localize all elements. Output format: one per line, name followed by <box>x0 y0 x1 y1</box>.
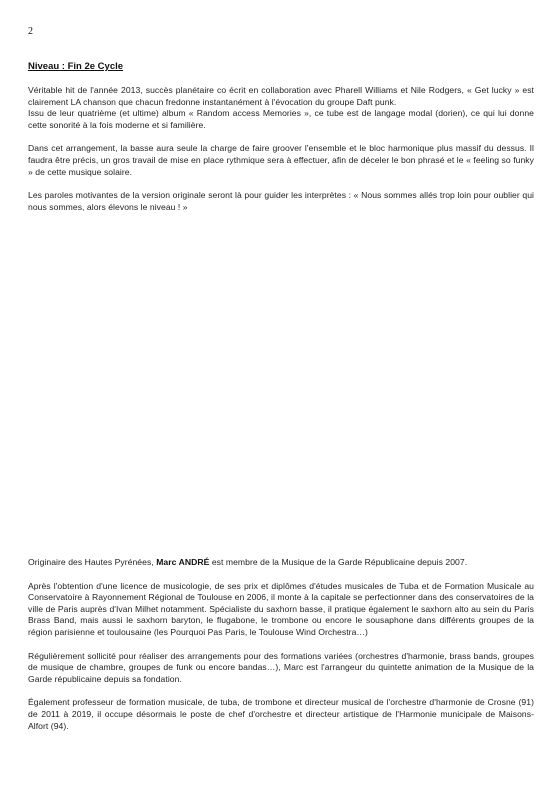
bio-membership-text: est membre de la Musique de la Garde Républicaine depuis 2007. <box>209 557 468 567</box>
bio-paragraph-2: Après l'obtention d'une licence de musicologie, de ses prix et diplômes d'études musicales de Tuba et de Formation Musicale au Conservatoire à Rayonnement Régional de Toulouse en 2006, il monte à la capitale se perfectionner dans des conservatoires de la ville de Paris auprès d'Ivan Milhet notamment. Spécialiste du saxhorn basse, il pratique également le saxhorn alto au sein du Paris Brass Band, mais aussi le saxhorn baryton, le flugabone, le trombone ou encore le sousaphone dans différents groupes de la région parisienne et toulousaine (les Pourquoi Pas Paris, le Toulouse Wind Orchestra…) <box>28 580 534 637</box>
composer-biography <box>28 557 534 744</box>
piece-description <box>28 85 534 225</box>
intro-paragraph-4: Les paroles motivantes de la version originale seront là pour guider les interprètes : « Nous sommes allés trop loin pour oublier qui nous sommes, alors élevons le niveau ! » <box>28 190 534 212</box>
bio-paragraph-3: Régulièrement sollicité pour réaliser des arrangements pour des formations variées (orchestres d'harmonie, brass bands, groupes de musique de chambre, groupes de funk ou encore bandas…), Marc est l'arrangeur du quintette animation de la Musique de la Garde républicaine depuis sa fondation. <box>28 650 534 684</box>
composer-name: Marc ANDRÉ <box>156 557 210 567</box>
intro-paragraph-1: Véritable hit de l'année 2013, succès planétaire co écrit en collaboration avec Pharell Williams et Nile Rodgers, « Get lucky » est clairement LA chanson que chacun fredonne instantanément à l'évocation du groupe Daft punk. <box>28 85 534 107</box>
intro-paragraph-3: Dans cet arrangement, la basse aura seule la charge de faire groover l'ensemble et le bloc harmonique plus massif du dessus. Il faudra être précis, un gros travail de mise en place rythmique sera à effectuer, afin de déceler le bon phrasé et le « feeling so funky » de cette musique solaire. <box>28 143 534 177</box>
bio-origin-text: Originaire des Hautes Pyrénées, <box>28 557 157 567</box>
bio-paragraph-1 <box>28 557 534 569</box>
level-title: Niveau : Fin 2e Cycle <box>28 61 124 72</box>
page-number: 2 <box>28 26 33 37</box>
intro-paragraph-2: Issu de leur quatrième (et ultime) album « Random access Memories », ce tube est de langage modal (dorien), ce qui lui donne cette sonorité à la fois moderne et si familière. <box>28 108 534 130</box>
bio-paragraph-4: Également professeur de formation musicale, de tuba, de trombone et directeur musical de l'orchestre d'harmonie de Crosne (91) de 2011 à 2019, il occupe désormais le poste de chef d'orchestre et directeur artistique de l'Harmonie municipale de Maisons- Alfort (94). <box>28 697 534 731</box>
